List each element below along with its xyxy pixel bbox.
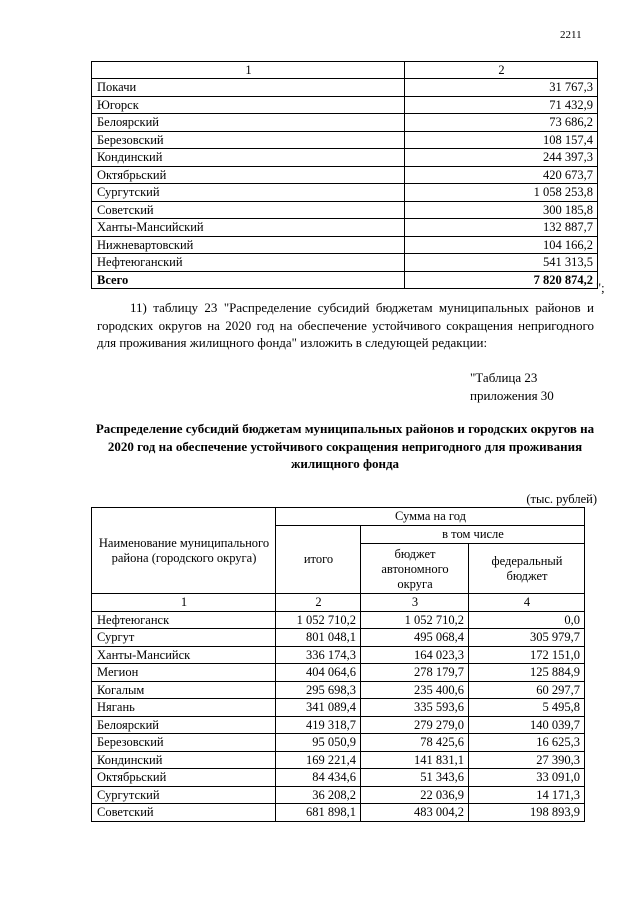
row-name: Нефтеюганский	[92, 254, 405, 272]
table-row	[92, 254, 598, 272]
table-row	[92, 149, 598, 167]
row-regional: 335 593,6	[361, 699, 469, 717]
row-total: 169 221,4	[276, 751, 361, 769]
row-name: Советский	[92, 804, 276, 822]
table-1-total-row	[92, 271, 598, 289]
table-row	[92, 114, 598, 132]
header-total: итого	[276, 525, 361, 594]
header-including: в том числе	[361, 525, 585, 544]
row-name: Белоярский	[92, 716, 276, 734]
table-row	[92, 629, 585, 647]
amendment-paragraph: 11) таблицу 23 "Распределение субсидий бюджетам муниципальных районов и городских округов на 2020 год на обеспечение устойчивого сокращения непригодного для проживания жилищного фонда" изложить в следующей редакции:	[97, 300, 594, 350]
table-row	[92, 166, 598, 184]
row-regional: 279 279,0	[361, 716, 469, 734]
row-name: Октябрьский	[92, 769, 276, 787]
row-name: Березовский	[92, 734, 276, 752]
row-total: 681 898,1	[276, 804, 361, 822]
row-name: Сургутский	[92, 786, 276, 804]
units-label: (тыс. рублей)	[526, 492, 597, 506]
row-total: 419 318,7	[276, 716, 361, 734]
row-value: 420 673,7	[405, 166, 598, 184]
table-1-header-row	[92, 62, 598, 79]
column-number-4: 4	[469, 594, 585, 612]
row-federal: 60 297,7	[469, 681, 585, 699]
row-federal: 0,0	[469, 611, 585, 629]
row-name: Кондинский	[92, 149, 405, 167]
row-federal: 16 625,3	[469, 734, 585, 752]
table-row	[92, 611, 585, 629]
row-federal: 198 893,9	[469, 804, 585, 822]
row-total: 95 050,9	[276, 734, 361, 752]
table-1-header-col-1: 1	[92, 62, 405, 79]
row-regional: 78 425,6	[361, 734, 469, 752]
row-value: 244 397,3	[405, 149, 598, 167]
table-row	[92, 79, 598, 97]
row-name: Октябрьский	[92, 166, 405, 184]
column-number-3: 3	[361, 594, 469, 612]
table-1-header-col-2: 2	[405, 62, 598, 79]
row-federal: 5 495,8	[469, 699, 585, 717]
row-total: 801 048,1	[276, 629, 361, 647]
table-row	[92, 804, 585, 822]
table-caption-line-1: "Таблица 23	[470, 370, 538, 385]
row-regional: 141 831,1	[361, 751, 469, 769]
column-number-1: 1	[92, 594, 276, 612]
page-number: 2211	[560, 29, 582, 41]
row-name: Сургутский	[92, 184, 405, 202]
row-regional: 1 052 710,2	[361, 611, 469, 629]
row-regional: 22 036,9	[361, 786, 469, 804]
row-regional: 495 068,4	[361, 629, 469, 647]
row-value: 73 686,2	[405, 114, 598, 132]
table-row	[92, 219, 598, 237]
row-regional: 483 004,2	[361, 804, 469, 822]
row-name: Мегион	[92, 664, 276, 682]
row-name: Нижневартовский	[92, 236, 405, 254]
closing-quote: ";	[596, 281, 605, 295]
row-name: Нягань	[92, 699, 276, 717]
row-regional: 51 343,6	[361, 769, 469, 787]
row-regional: 164 023,3	[361, 646, 469, 664]
row-total: 1 052 710,2	[276, 611, 361, 629]
table-2	[91, 507, 585, 822]
row-total: 84 434,6	[276, 769, 361, 787]
column-number-2: 2	[276, 594, 361, 612]
row-name: Березовский	[92, 131, 405, 149]
table-row	[92, 751, 585, 769]
row-value: 541 313,5	[405, 254, 598, 272]
table-title: Распределение субсидий бюджетам муниципальных районов и городских округов на 2020 год на обеспечение устойчивого сокращения непригодного для проживания жилищного фонда	[95, 421, 595, 471]
table-row	[92, 664, 585, 682]
row-name: Югорск	[92, 96, 405, 114]
row-total: 36 208,2	[276, 786, 361, 804]
table-row	[92, 716, 585, 734]
row-federal: 33 091,0	[469, 769, 585, 787]
header-federal: федеральный бюджет	[469, 544, 585, 594]
row-federal: 27 390,3	[469, 751, 585, 769]
row-federal: 140 039,7	[469, 716, 585, 734]
row-value: 1 058 253,8	[405, 184, 598, 202]
row-name: Когалым	[92, 681, 276, 699]
header-sum: Сумма на год	[276, 508, 585, 526]
row-value: 71 432,9	[405, 96, 598, 114]
table-row	[92, 646, 585, 664]
row-name: Кондинский	[92, 751, 276, 769]
table-caption-line-2: приложения 30	[470, 387, 554, 403]
row-name: Ханты-Мансийский	[92, 219, 405, 237]
row-value: 108 157,4	[405, 131, 598, 149]
row-total: 336 174,3	[276, 646, 361, 664]
table-row	[92, 786, 585, 804]
row-name: Нефтеюганск	[92, 611, 276, 629]
table-2-header-row-1	[92, 508, 585, 526]
row-value: 300 185,8	[405, 201, 598, 219]
table-1-total-value: 7 820 874,2	[405, 271, 598, 289]
header-regional: бюджет автономного округа	[361, 544, 469, 594]
table-row	[92, 201, 598, 219]
row-federal: 125 884,9	[469, 664, 585, 682]
row-value: 31 767,3	[405, 79, 598, 97]
row-name: Покачи	[92, 79, 405, 97]
table-row	[92, 96, 598, 114]
row-name: Сургут	[92, 629, 276, 647]
row-name: Ханты-Мансийск	[92, 646, 276, 664]
row-value: 132 887,7	[405, 219, 598, 237]
row-name: Советский	[92, 201, 405, 219]
table-1-total-label: Всего	[92, 271, 405, 289]
table-row	[92, 131, 598, 149]
table-2-column-numbers	[92, 594, 585, 612]
table-1	[91, 61, 598, 289]
row-total: 404 064,6	[276, 664, 361, 682]
row-federal: 172 151,0	[469, 646, 585, 664]
row-total: 295 698,3	[276, 681, 361, 699]
table-row	[92, 236, 598, 254]
row-regional: 278 179,7	[361, 664, 469, 682]
row-name: Белоярский	[92, 114, 405, 132]
header-name: Наименование муниципального района (городского округа)	[92, 508, 276, 594]
table-row	[92, 769, 585, 787]
row-federal: 305 979,7	[469, 629, 585, 647]
table-row	[92, 681, 585, 699]
table-row	[92, 734, 585, 752]
table-row	[92, 699, 585, 717]
table-caption	[470, 369, 596, 404]
row-total: 341 089,4	[276, 699, 361, 717]
row-value: 104 166,2	[405, 236, 598, 254]
table-row	[92, 184, 598, 202]
row-federal: 14 171,3	[469, 786, 585, 804]
row-regional: 235 400,6	[361, 681, 469, 699]
